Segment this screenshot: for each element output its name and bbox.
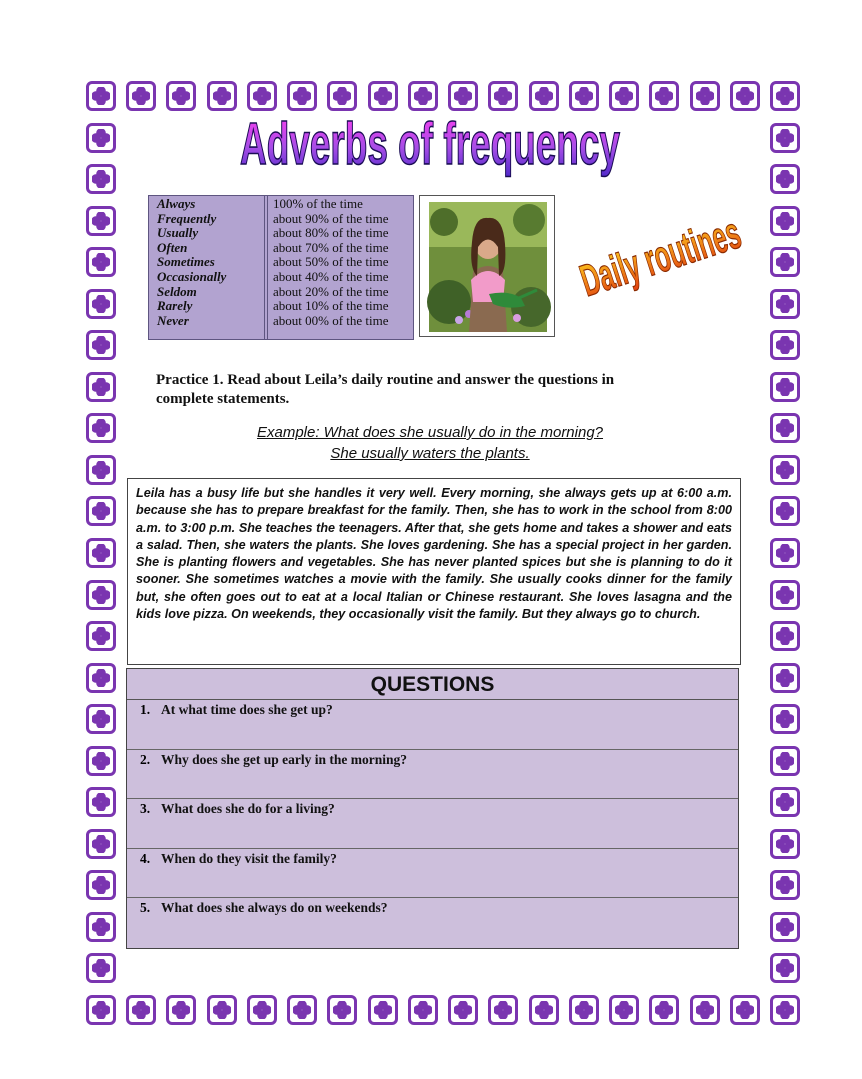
flower-tile-icon	[770, 704, 800, 734]
flower-tile-icon	[770, 496, 800, 526]
title-text: Adverbs of frequency	[240, 111, 621, 178]
flower-tile-icon	[770, 330, 800, 360]
adverb-row	[149, 226, 413, 241]
flower-tile-icon	[327, 81, 357, 111]
flower-tile-icon	[770, 372, 800, 402]
flower-tile-icon	[770, 413, 800, 443]
adverb-meaning: about 70% of the time	[273, 239, 389, 255]
flower-tile-icon	[448, 81, 478, 111]
flower-tile-icon	[86, 829, 116, 859]
flower-tile-icon	[207, 995, 237, 1025]
adverb-row	[149, 255, 413, 270]
flower-tile-icon	[86, 455, 116, 485]
practice-instructions	[156, 371, 716, 409]
adverb-meaning: about 80% of the time	[273, 225, 389, 241]
flower-tile-icon	[86, 787, 116, 817]
flower-tile-icon	[770, 538, 800, 568]
flower-tile-icon	[408, 995, 438, 1025]
flower-tile-icon	[368, 995, 398, 1025]
question-number: 1.	[140, 702, 151, 717]
adverb-meaning: about 20% of the time	[273, 283, 389, 299]
flower-tile-icon	[770, 247, 800, 277]
adverb-word: Sometimes	[157, 254, 215, 270]
question-text: At what time does she get up?	[161, 702, 333, 717]
flower-tile-icon	[86, 496, 116, 526]
flower-tile-icon	[86, 704, 116, 734]
adverb-meaning: 100% of the time	[273, 196, 363, 211]
flower-tile-icon	[569, 995, 599, 1025]
daily-routines-text: Daily routines	[574, 197, 779, 307]
flower-tile-icon	[649, 81, 679, 111]
questions-table	[126, 668, 739, 949]
adverb-row	[149, 212, 413, 227]
flower-tile-icon	[86, 995, 116, 1025]
flower-tile-icon	[609, 81, 639, 111]
flower-tile-icon	[448, 995, 478, 1025]
flower-tile-icon	[86, 870, 116, 900]
flower-tile-icon	[770, 663, 800, 693]
question-number: 2.	[140, 751, 151, 767]
flower-tile-icon	[86, 81, 116, 111]
flower-tile-icon	[730, 81, 760, 111]
flower-tile-icon	[770, 621, 800, 651]
flower-tile-icon	[86, 663, 116, 693]
reading-passage	[127, 478, 741, 665]
question-text: Why does she get up early in the morning?	[161, 751, 408, 767]
flower-tile-icon	[488, 81, 518, 111]
flower-tile-icon	[126, 995, 156, 1025]
flower-tile-icon	[86, 164, 116, 194]
flower-tile-icon	[770, 164, 800, 194]
question-row[interactable]	[127, 799, 738, 849]
adverb-row	[149, 299, 413, 314]
adverb-meaning: about 40% of the time	[273, 269, 389, 284]
flower-tile-icon	[126, 81, 156, 111]
flower-tile-icon	[368, 81, 398, 111]
adverb-word: Often	[157, 239, 188, 255]
question-row[interactable]	[127, 849, 738, 899]
adverb-meaning: about 10% of the time	[273, 298, 389, 314]
adverb-meaning: about 50% of the time	[273, 254, 389, 270]
practice-line-2: complete statements.	[156, 391, 290, 407]
flower-tile-icon	[287, 81, 317, 111]
flower-tile-icon	[770, 580, 800, 610]
adverb-row	[149, 314, 413, 329]
woman-watering-plants-image	[419, 195, 555, 337]
example-answer: She usually waters the plants.	[330, 445, 530, 462]
flower-tile-icon	[770, 123, 800, 153]
flower-tile-icon	[770, 995, 800, 1025]
flower-tile-icon	[287, 995, 317, 1025]
question-row[interactable]	[127, 700, 738, 750]
adverb-frequency-table	[148, 195, 414, 340]
flower-tile-icon	[529, 995, 559, 1025]
flower-tile-icon	[770, 206, 800, 236]
flower-tile-icon	[609, 995, 639, 1025]
flower-tile-icon	[529, 81, 559, 111]
flower-tile-icon	[86, 206, 116, 236]
flower-tile-icon	[86, 289, 116, 319]
flower-tile-icon	[86, 912, 116, 942]
flower-tile-icon	[86, 953, 116, 983]
questions-heading: QUESTIONS	[127, 669, 738, 700]
flower-tile-icon	[247, 81, 277, 111]
question-number: 3.	[140, 801, 151, 817]
flower-tile-icon	[247, 995, 277, 1025]
flower-tile-icon	[86, 621, 116, 651]
adverb-row	[149, 241, 413, 256]
question-number: 4.	[140, 850, 151, 866]
adverb-word: Occasionally	[157, 269, 227, 284]
adverb-word: Never	[157, 312, 189, 328]
example-question: Example: What does she usually do in the morning?	[256, 424, 604, 441]
flower-tile-icon	[770, 870, 800, 900]
daily-routines-wordart	[570, 197, 779, 310]
flower-tile-icon	[569, 81, 599, 111]
flower-tile-icon	[207, 81, 237, 111]
adverb-row	[149, 285, 413, 300]
question-row[interactable]	[127, 898, 738, 948]
question-text: When do they visit the family?	[161, 850, 337, 866]
adverb-meaning: about 90% of the time	[273, 210, 389, 226]
page-title	[230, 112, 630, 192]
flower-tile-icon	[86, 372, 116, 402]
flower-tile-icon	[770, 455, 800, 485]
question-text: What does she always do on weekends?	[161, 900, 388, 916]
practice-line-1: Practice 1. Read about Leila’s daily routine and answer the questions in	[156, 372, 615, 388]
adverb-row	[149, 270, 413, 285]
adverb-word: Seldom	[157, 283, 197, 299]
flower-tile-icon	[649, 995, 679, 1025]
flower-tile-icon	[730, 995, 760, 1025]
flower-tile-icon	[690, 81, 720, 111]
garden-photo-illustration	[429, 202, 547, 332]
flower-tile-icon	[770, 912, 800, 942]
flower-tile-icon	[690, 995, 720, 1025]
flower-tile-icon	[488, 995, 518, 1025]
adverb-meaning: about 00% of the time	[273, 312, 389, 328]
flower-tile-icon	[86, 413, 116, 443]
flower-tile-icon	[408, 81, 438, 111]
adverb-row	[149, 197, 413, 212]
flower-tile-icon	[86, 746, 116, 776]
flower-tile-icon	[327, 995, 357, 1025]
flower-tile-icon	[86, 580, 116, 610]
flower-tile-icon	[770, 289, 800, 319]
flower-tile-icon	[770, 746, 800, 776]
question-row[interactable]	[127, 750, 738, 800]
adverb-word: Usually	[157, 225, 199, 241]
flower-tile-icon	[770, 787, 800, 817]
flower-tile-icon	[86, 123, 116, 153]
flower-tile-icon	[770, 953, 800, 983]
flower-tile-icon	[86, 330, 116, 360]
flower-tile-icon	[770, 81, 800, 111]
adverb-word: Rarely	[157, 298, 193, 314]
flower-tile-icon	[166, 995, 196, 1025]
adverb-word: Frequently	[157, 210, 217, 226]
flower-tile-icon	[86, 247, 116, 277]
question-text: What does she do for a living?	[161, 801, 335, 817]
flower-tile-icon	[86, 538, 116, 568]
question-number: 5.	[140, 900, 151, 916]
passage-text: Leila has a busy life but she handles it very well. Every morning, she always gets up at 6:00 a.m. because she has to prepare breakfast for the family. Then, she has to work in the school from 8:00 a.m. to 3:00 p.m. She teaches the teenagers. After that, she gets home and takes a shower and eats a salad. Then, she waters the plants. She loves gardening. She has a special project in her garden. She is planting flowers and vegetables. She has never planted spices but she is planning to do it sooner. She sometimes watches a movie with the family. She usually cooks dinner for the family but, she often goes out to eat at a local Italian or Chinese restaurant. She loves lasagna and the kids love pizza. On weekends, they occasionally visit the family. But they always go to church.	[136, 486, 732, 622]
flower-tile-icon	[166, 81, 196, 111]
adverb-word: Always	[157, 196, 196, 211]
flower-tile-icon	[770, 829, 800, 859]
